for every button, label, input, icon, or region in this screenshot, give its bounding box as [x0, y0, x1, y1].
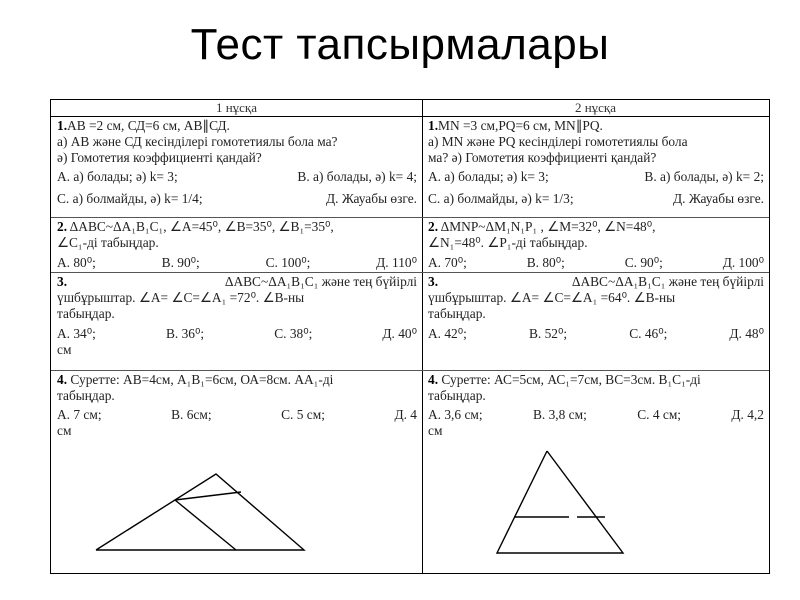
question-number: 4.	[57, 372, 68, 387]
option-d: Д. Жауабы өзге.	[673, 191, 764, 206]
option-unit: см	[57, 342, 72, 357]
option-a: А. 80⁰;	[57, 255, 96, 270]
outer-triangle	[497, 451, 623, 553]
option-d: Д. 4,2	[731, 407, 764, 422]
variant-1-header: 1 нұсқа	[51, 100, 422, 117]
option-b: В. а) болады, ә) k= 4;	[297, 169, 417, 184]
question-text: ∠N₁=48⁰. ∠P₁-ді табыңдар.	[428, 235, 588, 250]
question-text: үшбұрыштар. ∠А= ∠С=∠А₁ =72⁰. ∠В-ны	[57, 290, 305, 305]
question-number: 1.	[428, 118, 439, 133]
question-text: а) АВ және СД кесінділері гомотетиялы бола ма?	[57, 134, 338, 149]
question-2	[51, 218, 422, 273]
option-a: А. 42⁰;	[428, 326, 467, 341]
option-a: А. а) болады; ә) k= 3;	[57, 169, 178, 184]
option-b: В. 3,8 см;	[532, 407, 587, 422]
option-a: А. 3,6 см;	[428, 407, 483, 422]
question-text: MN =3 см,PQ=6 см, MN∥PQ.	[438, 118, 603, 133]
triangle-figure-2	[492, 449, 662, 557]
question-number: 4.	[428, 372, 439, 387]
option-b: В. 6см;	[171, 407, 212, 422]
outer-triangle	[96, 474, 304, 550]
option-b: В. 52⁰;	[528, 326, 568, 341]
question-text: табыңдар.	[428, 388, 486, 403]
option-d: Д. 48⁰	[729, 326, 764, 341]
triangle-figure-1	[91, 468, 361, 558]
option-a: А. 34⁰;	[57, 326, 96, 341]
option-d: Д. 4	[394, 407, 417, 422]
question-text: ә) Гомотетия коэффициенті қандай?	[57, 150, 262, 165]
option-d: Д. Жауабы өзге.	[326, 191, 417, 206]
option-b: В. 36⁰;	[165, 326, 205, 341]
option-b: В. 80⁰;	[526, 255, 565, 270]
option-c: С. а) болмайды, ә) k= 1/4;	[57, 191, 203, 206]
question-text: АВ =2 см, СД=6 см, АВ∥СД.	[67, 118, 230, 133]
option-c: С. 46⁰;	[629, 326, 668, 341]
option-a: А. 7 см;	[57, 407, 102, 422]
question-text: ма? ә) Гомотетия коэффициенті қандай?	[428, 150, 657, 165]
question-3	[51, 273, 422, 371]
question-1	[51, 117, 422, 218]
option-c: С. а) болмайды, ә) k= 1/3;	[428, 191, 574, 206]
option-b: В. а) болады, ә) k= 2;	[644, 169, 764, 184]
option-c: С. 90⁰;	[624, 255, 663, 270]
question-number: 3.	[428, 274, 439, 289]
question-text: ΔMNP~ΔM₁N₁P₁ , ∠M=32⁰, ∠N=48⁰,	[440, 219, 656, 234]
option-unit: см	[428, 423, 443, 438]
question-text: үшбұрыштар. ∠А= ∠С=∠А₁ =64⁰. ∠В-ны	[428, 290, 676, 305]
variant-1-column	[51, 100, 423, 573]
option-c: С. 5 см;	[281, 407, 325, 422]
option-a: А. а) болады; ә) k= 3;	[428, 169, 549, 184]
option-unit: см	[57, 423, 72, 438]
option-a: А. 70⁰;	[428, 255, 467, 270]
option-d: Д. 100⁰	[722, 255, 764, 270]
question-number: 3.	[57, 274, 68, 289]
inner-segment	[175, 500, 236, 550]
option-d: Д. 110⁰	[376, 255, 417, 270]
question-number: 2.	[428, 219, 439, 234]
question-text: Суретте: АВ=4см, А₁В₁=6см, ОА=8см. АА₁-ді	[70, 372, 334, 387]
option-c: С. 38⁰;	[274, 326, 313, 341]
question-text: табыңдар.	[57, 388, 115, 403]
question-text: табыңдар.	[428, 306, 486, 321]
question-4	[422, 371, 769, 558]
question-text: табыңдар.	[57, 306, 115, 321]
question-text: ΔАВС~ΔА₁В₁С₁, ∠А=45⁰, ∠В=35⁰, ∠В₁=35⁰,	[69, 219, 334, 234]
question-1	[422, 117, 769, 218]
question-number: 2.	[57, 219, 68, 234]
variant-2-header: 2 нұсқа	[422, 100, 769, 117]
question-3	[422, 273, 769, 371]
test-table	[50, 99, 770, 574]
question-text: Суретте: АС=5см, АС₁=7см, ВС=3см. В₁С₁-ді	[441, 372, 701, 387]
question-text: ΔАВС~ΔА₁В₁С₁ және тең бүйірлі	[224, 274, 417, 289]
question-number: 1.	[57, 118, 68, 133]
page-title: Тест тапсырмалары	[190, 20, 610, 69]
question-text: ∠С₁-ді табыңдар.	[57, 235, 159, 250]
option-d: Д. 40⁰	[382, 326, 417, 341]
question-text: а) MN және PQ кесінділері гомотетиялы бола	[428, 134, 688, 149]
option-c: С. 4 см;	[637, 407, 682, 422]
option-b: В. 90⁰;	[161, 255, 200, 270]
variant-2-column	[422, 100, 769, 573]
question-text: ΔАВС~ΔА₁В₁С₁ және тең бүйірлі	[571, 274, 764, 289]
question-2	[422, 218, 769, 273]
question-4	[51, 371, 422, 558]
option-c: С. 100⁰;	[265, 255, 311, 270]
